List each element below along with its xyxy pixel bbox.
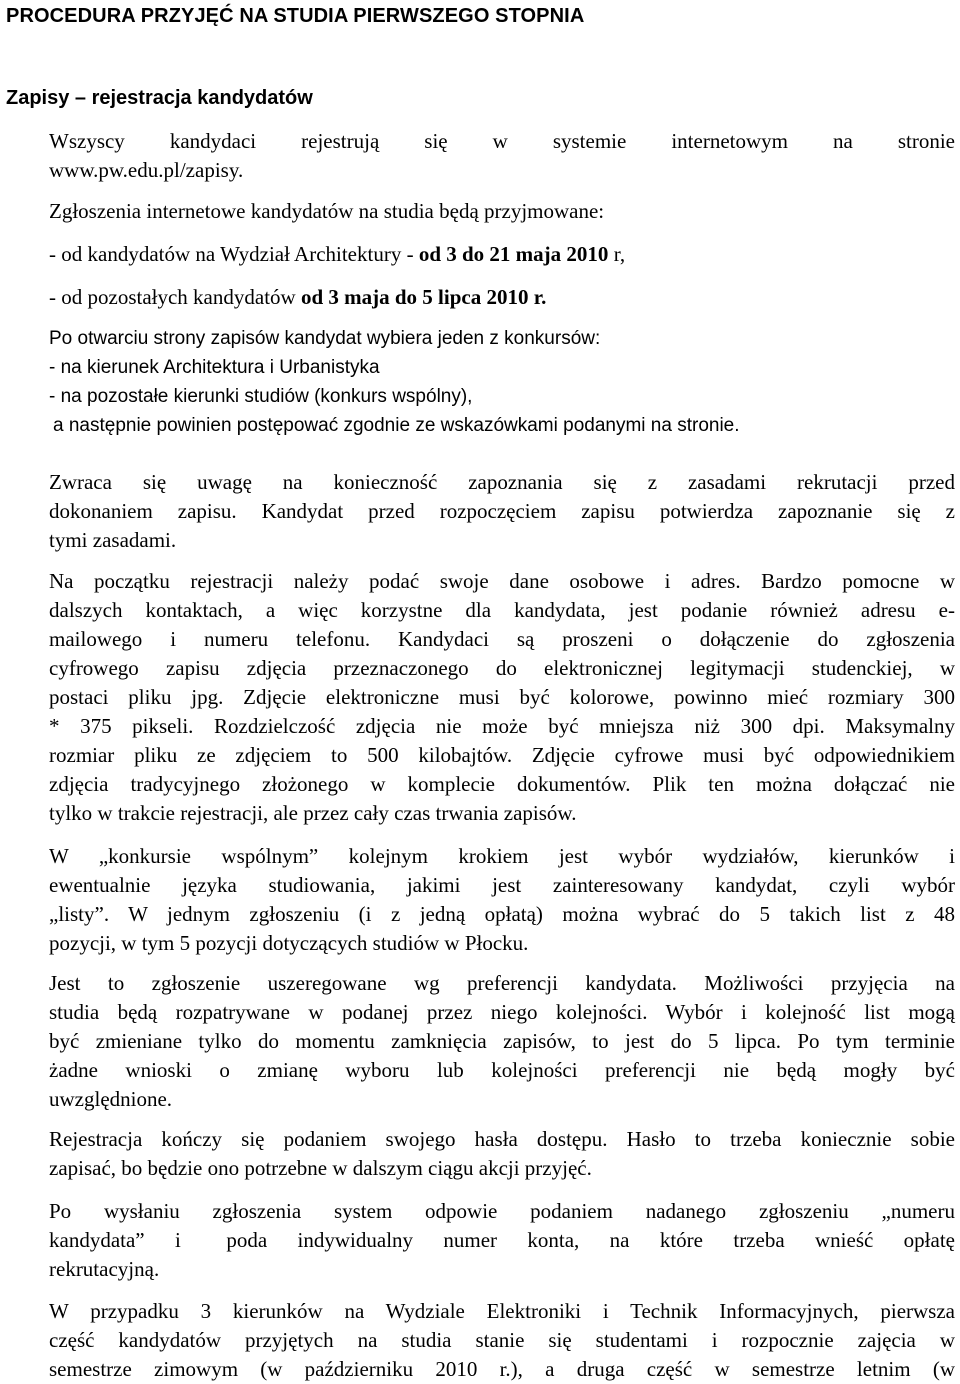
deadline-item-architecture: - od kandydatów na Wydział Architektury - od 3 do 21 maja 2010 r, <box>49 242 626 266</box>
choice-line-2: - na kierunek Architektura i Urbanistyka <box>49 357 380 378</box>
deadlines-intro: Zgłoszenia internetowe kandydatów na studia będą przyjmowane: <box>49 199 605 223</box>
paragraph-password: Rejestracja kończy się podaniem swojego hasła dostępu. Hasło to trzeba koniecznie sobie zapisać, bo będzie ono potrzebne w dalszym ciągu akcji przyjęć. <box>49 1127 955 1180</box>
intro-paragraph <box>49 127 955 185</box>
intro-line-1: Wszyscy kandydaci rejestrują się w systemie internetowym na stronie <box>49 129 955 153</box>
deadline-item-others: - od pozostałych kandydatów od 3 maja do 5 lipca 2010 r. <box>49 285 547 309</box>
contest-choice <box>49 324 955 440</box>
paragraph-rules: Zwraca się uwagę na konieczność zapoznania się z zasadami rekrutacji przed dokonaniem zapisu. Kandydat przed rozpoczęciem zapisu potwierdza zapoznanie się z tymi zasadami. <box>49 470 955 552</box>
paragraph-preferences: Jest to zgłoszenie uszeregowane wg preferencji kandydata. Możliwości przyjęcia na studia będą rozpatrywane w podanej przez niego kolejności. Wybór i kolejność list mogą być zmieniane tylko do momentu zamknięcia zapisów, to jest do 5 lipca. Po tym terminie żadne wnioski o zmianę wyboru lub kolejności preferencji nie będą mogły być uwzględnione. <box>49 971 955 1111</box>
paragraph-personal-data: Na początku rejestracji należy podać swoje dane osobowe i adres. Bardzo pomocne w dalszych kontaktach, a więc korzystne dla kandydata, jest podanie również adresu e- mailowego i numeru telefonu. Kandydaci są proszeni o dołączenie do zgłoszenia cyfrowego zapisu zdjęcia przeznaczonego do elektronicznej legitymacji studenckiej, w postaci pliku jpg. Zdjęcie elektroniczne musi być kolorowe, powinno mieć rozmiary 300 * 375 pikseli. Rozdzielczość zdjęcia nie może być mniejsza niż 300 dpi. Maksymalny rozmiar pliku ze zdjęciem to 500 kilobajtów. Zdjęcie cyfrowe musi być odpowiednikiem zdjęcia tradycyjnego złożonego w komplecie dokumentów. Plik ten można dołączać nie tylko w trakcie rejestracji, ale przez cały czas trwania zapisów. <box>49 569 955 825</box>
choice-line-4: a następnie powinien postępować zgodnie ze wskazówkami podanymi na stronie. <box>53 415 740 436</box>
choice-line-1: Po otwarciu strony zapisów kandydat wybiera jeden z konkursów: <box>49 328 601 349</box>
paragraph-electronics-faculty: W przypadku 3 kierunków na Wydziale Elektroniki i Technik Informacyjnych, pierwsza część kandydatów przyjętych na studia stanie się studentami i rozpocznie zajęcia w semestrze zimowym (w październiku 2010 r.), a druga część w semestrze letnim (w <box>49 1299 955 1381</box>
intro-line-2: www.pw.edu.pl/zapisy. <box>49 158 244 182</box>
paragraph-candidate-number: Po wysłaniu zgłoszenia system odpowie podaniem nadanego zgłoszeniu „numeru kandydata” i poda indywidualny numer konta, na które trzeba wnieść opłatę rekrutacyjną. <box>49 1199 955 1281</box>
page-title: PROCEDURA PRZYJĘĆ NA STUDIA PIERWSZEGO STOPNIA <box>6 5 585 27</box>
section-heading: Zapisy – rejestracja kandydatów <box>6 87 313 109</box>
choice-line-3: - na pozostałe kierunki studiów (konkurs wspólny), <box>49 386 473 407</box>
paragraph-common-contest: W „konkursie wspólnym” kolejnym krokiem jest wybór wydziałów, kierunków i ewentualnie języka studiowania, jakimi jest zainteresowany kandydat, czyli wybór „listy”. W jednym zgłoszeniu (i z jedną opłatą) można wybrać do 5 takich list z 48 pozycji, w tym 5 pozycji dotyczących studiów w Płocku. <box>49 844 955 955</box>
